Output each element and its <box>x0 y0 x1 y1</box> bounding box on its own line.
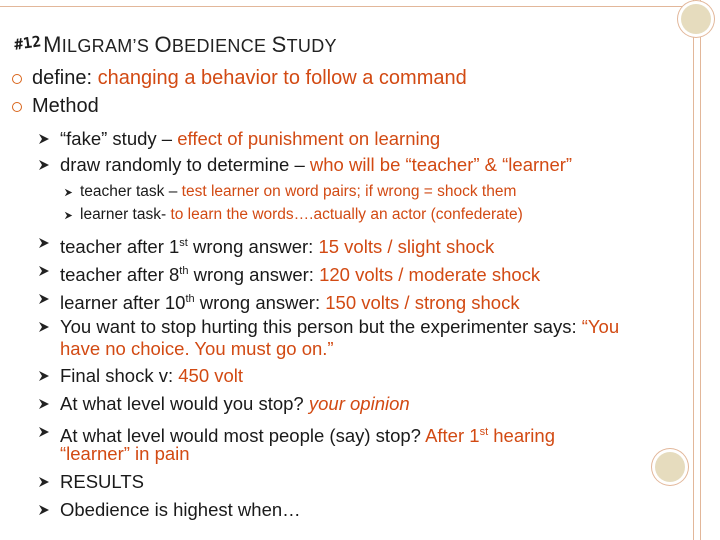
bullet-teacher-task: teacher task – test learner on word pairs; if wrong = shock them <box>80 183 517 200</box>
arrow-bullet-icon <box>38 504 50 516</box>
arrow-bullet-icon <box>38 133 50 145</box>
arrow-bullet-icon <box>38 159 50 171</box>
slide-title <box>14 32 337 62</box>
top-border-line <box>0 6 699 7</box>
bullet-want-to-stop-line2: have no choice. You must go on.” <box>60 338 334 359</box>
arrow-bullet-icon <box>64 188 73 197</box>
arrow-bullet-icon <box>38 293 50 305</box>
right-border-line <box>693 0 701 540</box>
bullet-learner-task: learner task- to learn the words….actually an actor (confederate) <box>80 206 523 223</box>
arrow-bullet-icon <box>38 426 50 438</box>
bullet-most-people-line2: “learner” in pain <box>60 443 190 464</box>
bullet-define: define: changing a behavior to follow a command <box>32 67 467 89</box>
bullet-most-people: At what level would most people (say) stop? After 1st hearing <box>60 425 555 447</box>
bullet-results: RESULTS <box>60 471 144 492</box>
arrow-bullet-icon <box>38 370 50 382</box>
arrow-bullet-icon <box>38 398 50 410</box>
arrow-bullet-icon <box>64 211 73 220</box>
decor-dot-top <box>681 4 711 34</box>
bullet-method: Method <box>32 95 99 117</box>
circle-bullet-icon <box>12 74 22 84</box>
bullet-obedience-highest: Obedience is highest when… <box>60 499 301 520</box>
arrow-bullet-icon <box>38 265 50 277</box>
bullet-after-1st: teacher after 1st wrong answer: 15 volts / slight shock <box>60 236 495 258</box>
bullet-after-10th: learner after 10th wrong answer: 150 volts / strong shock <box>60 292 520 314</box>
title-number: #12 <box>12 32 43 54</box>
arrow-bullet-icon <box>38 237 50 249</box>
bullet-want-to-stop: You want to stop hurting this person but the experimenter says: “You <box>60 316 620 337</box>
bullet-you-stop: At what level would you stop? your opinion <box>60 393 410 414</box>
bullet-draw-randomly: draw randomly to determine – who will be “teacher” & “learner” <box>60 154 573 175</box>
arrow-bullet-icon <box>38 321 50 333</box>
circle-bullet-icon <box>12 102 22 112</box>
bullet-after-8th: teacher after 8th wrong answer: 120 volts / moderate shock <box>60 264 541 286</box>
bullet-final-shock: Final shock v: 450 volt <box>60 365 244 386</box>
title-text: MILGRAM’S OBEDIENCE STUDY <box>43 32 337 57</box>
decor-dot-bottom <box>655 452 685 482</box>
bullet-fake-study: “fake” study – effect of punishment on learning <box>60 128 441 149</box>
arrow-bullet-icon <box>38 476 50 488</box>
